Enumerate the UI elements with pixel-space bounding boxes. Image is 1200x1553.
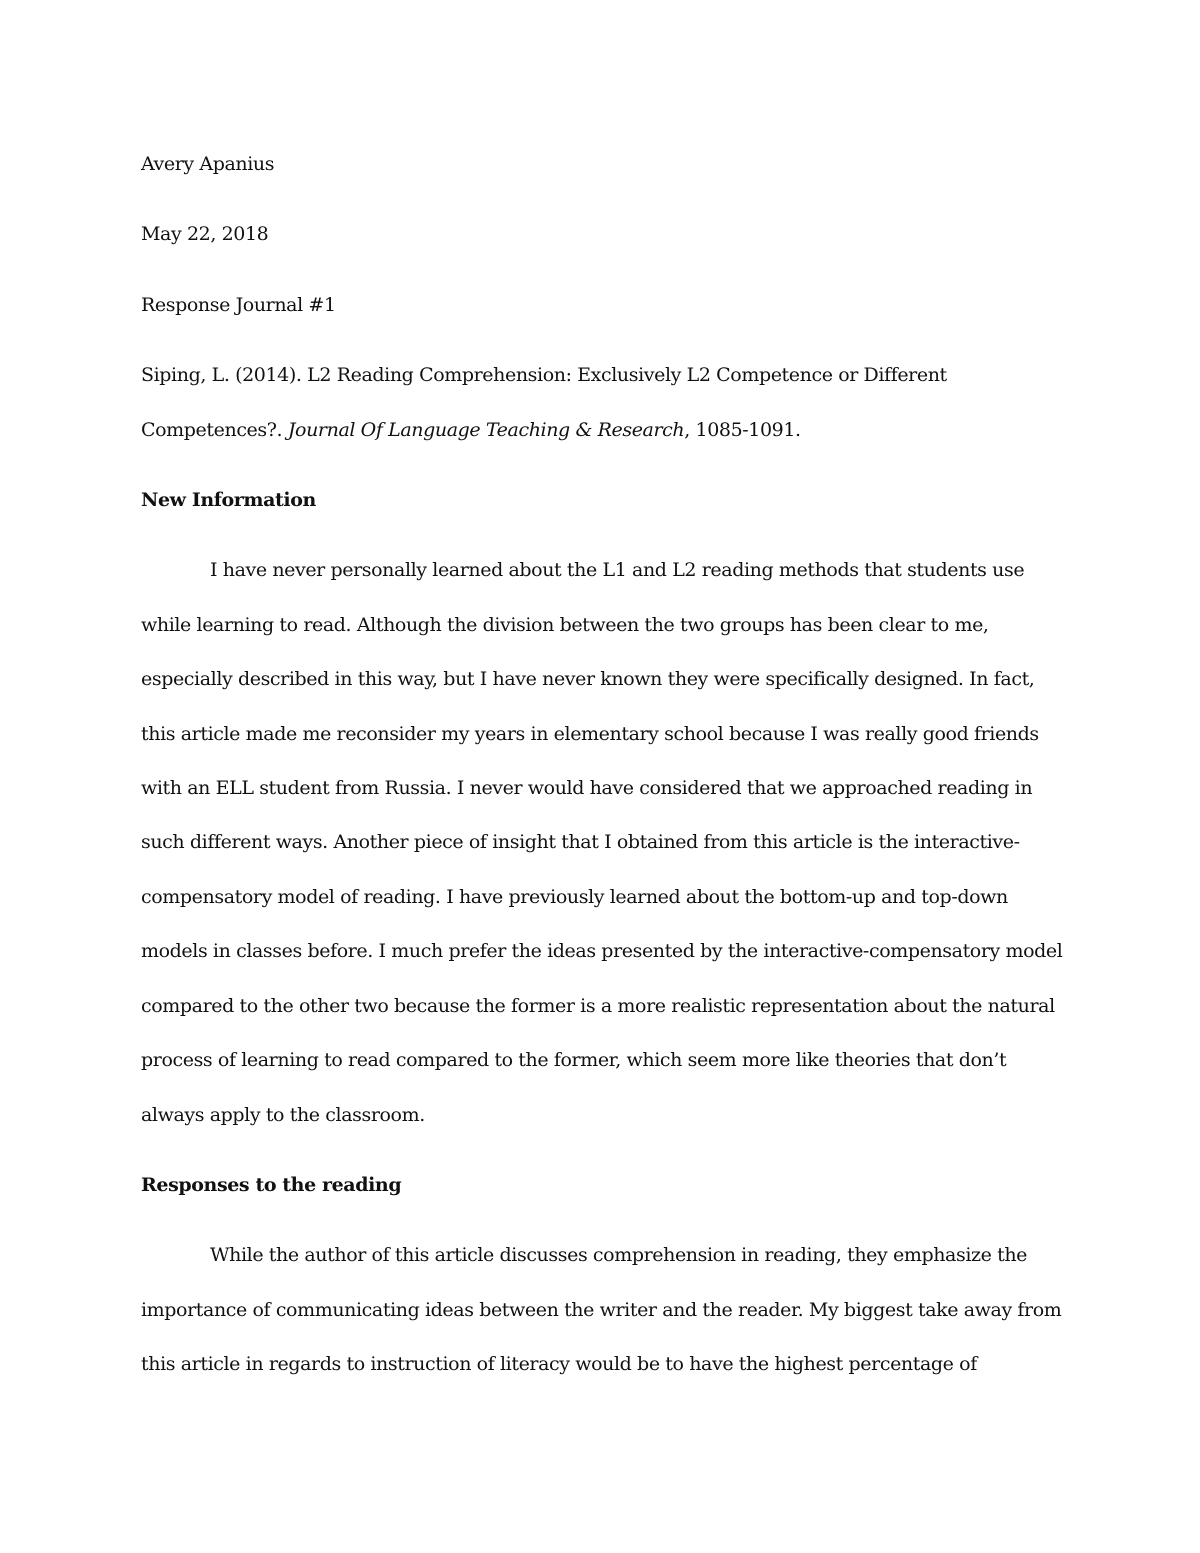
section-paragraph-responses: While the author of this article discusses comprehension in reading, they emphasize the importance of communicating ideas between the writer and the reader. My biggest take away from this article in regards to instruction of literacy would be to have the highest percentage of — [141, 1244, 1062, 1376]
citation-text: Siping, L. (2014). L2 Reading Comprehension: Exclusively L2 Competence or Different Competences?. — [141, 364, 947, 441]
document-title: Response Journal #1 — [141, 293, 336, 316]
citation-pages: , 1085-1091. — [684, 418, 801, 441]
section-heading-responses: Responses to the reading — [141, 1173, 402, 1196]
section-heading-new-information: New Information — [141, 489, 316, 512]
section-paragraph-new-information: I have never personally learned about the L1 and L2 reading methods that students use while learning to read. Although the division between the two groups has been clear to me, especially described in this way, but I have never known they were specifically designed. In fact, this article made me reconsider my years in elementary school because I was really good friends with an ELL student from Russia. I never would have considered that we approached reading in such different ways. Another piece of insight that I obtained from this article is the interactive-compensatory model of reading. I have previously learned about the bottom-up and top-down models in classes before. I much prefer the ideas presented by the interactive-compensatory model compared to the other two because the former is a more realistic representation about the natural process of learning to read compared to the former, which seem more like theories that don’t always apply to the classroom. — [141, 559, 1063, 1126]
document-body — [141, 137, 1066, 1408]
citation-journal: Journal Of Language Teaching & Research — [287, 418, 685, 441]
author-name: Avery Apanius — [141, 153, 275, 175]
citation — [141, 348, 1066, 457]
document-date: May 22, 2018 — [141, 223, 269, 246]
